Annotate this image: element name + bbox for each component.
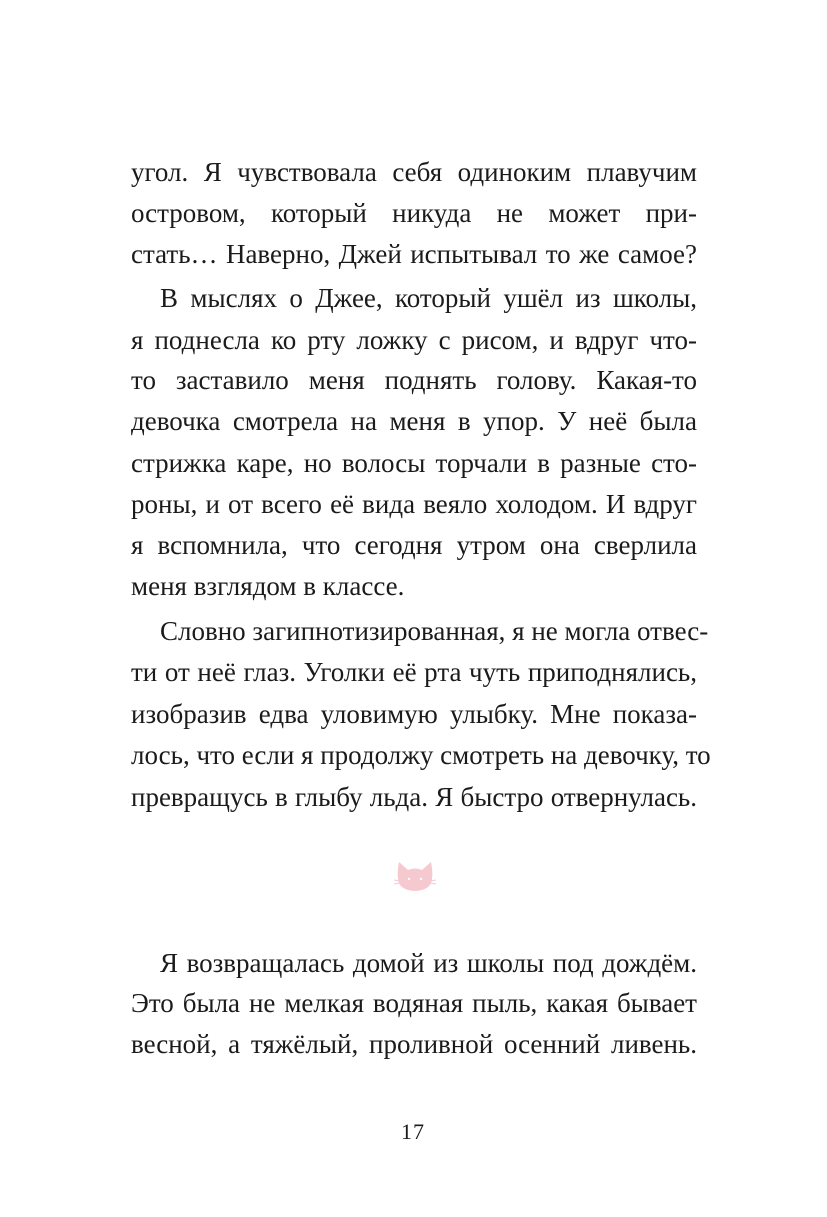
text-line: превращусь в глыбу льда. Я быстро отвернулась. — [131, 782, 697, 812]
text-line: то заставило меня поднять голову. Какая-то — [131, 365, 697, 395]
text-line: роны, и от всего её вида веяло холодом. И вдруг — [131, 489, 697, 519]
text-line: В мыслях о Джее, который ушёл из школы, — [160, 283, 697, 313]
text-line: Это была не мелкая водяная пыль, какая бывает — [131, 988, 697, 1018]
text-line: Словно загипнотизированная, я не могла отвес- — [160, 616, 709, 646]
page-number: 17 — [401, 1119, 425, 1144]
text-line: стрижка каре, но волосы торчали в разные сто- — [131, 448, 697, 478]
text-line: лось, что если я продолжу смотреть на девочку, то — [131, 740, 711, 770]
text-line: стать… Наверно, Джей испытывал то же самое? — [131, 239, 697, 269]
text-line: Я возвращалась домой из школы под дождём. — [160, 948, 697, 978]
text-line: изобразив едва уловимую улыбку. Мне показа- — [131, 699, 697, 729]
cat-head-icon — [393, 858, 437, 894]
text-line: весной, а тяжёлый, проливной осенний ливень. — [131, 1029, 697, 1059]
text-line: я вспомнила, что сегодня утром она сверлила — [131, 530, 697, 560]
text-line: девочка смотрела на меня в упор. У неё была — [131, 406, 697, 436]
text-line: островом, который никуда не может при- — [131, 198, 697, 228]
text-line: угол. Я чувствовала себя одиноким плавучим — [131, 157, 697, 187]
text-line: меня взглядом в классе. — [131, 571, 405, 601]
text-line: ти от неё глаз. Уголки её рта чуть приподнялись, — [131, 657, 697, 687]
text-line: я поднесла ко рту ложку с рисом, и вдруг что- — [131, 325, 697, 355]
